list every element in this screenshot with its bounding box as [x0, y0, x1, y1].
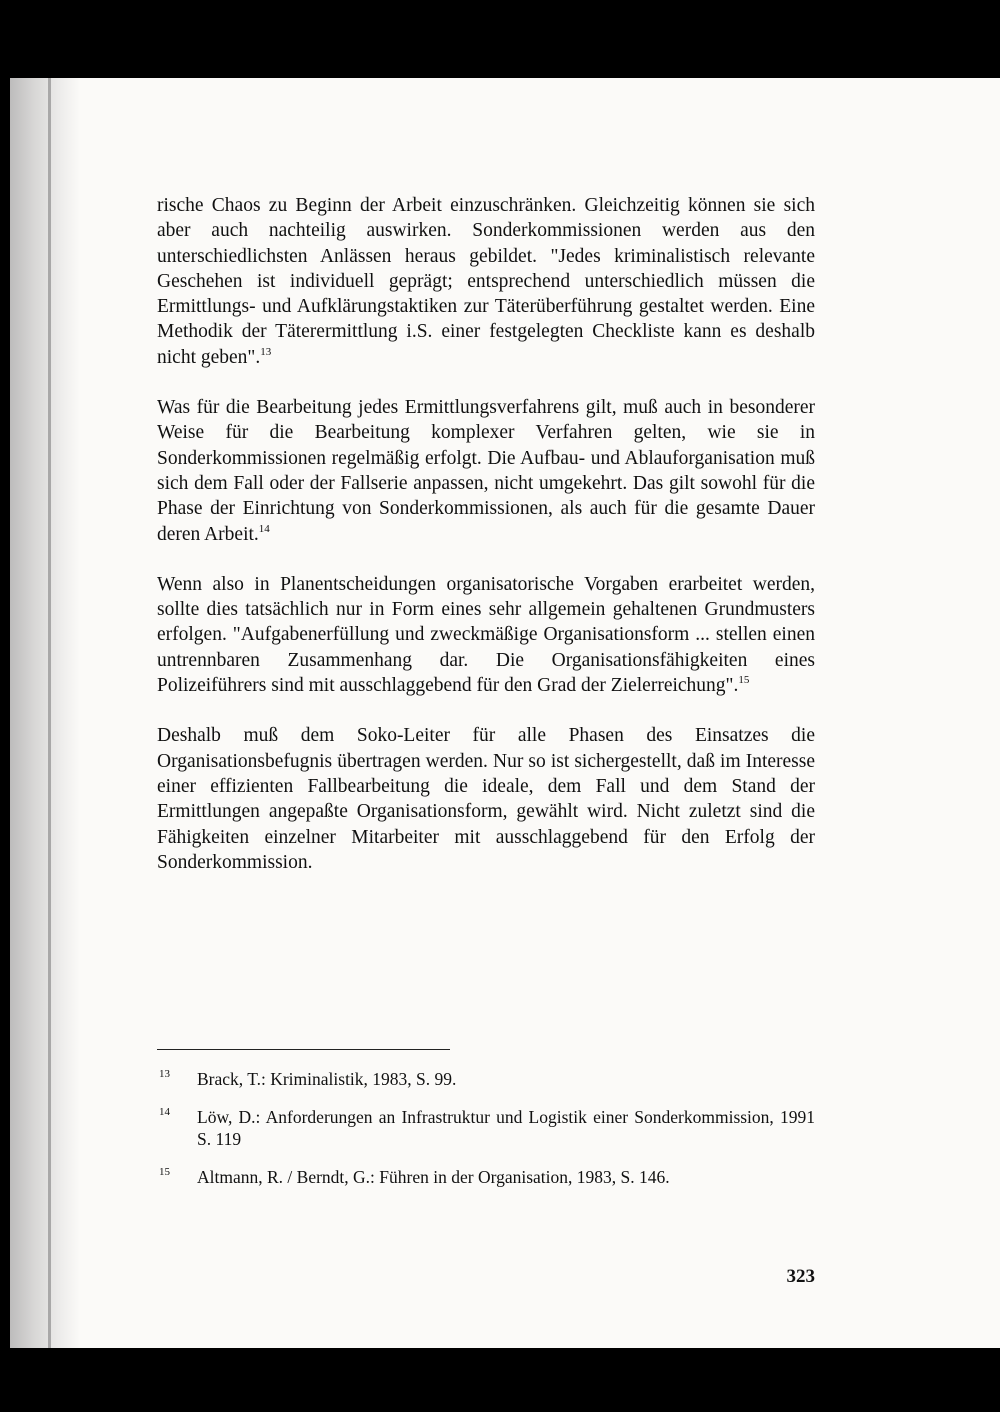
page-number: 323 — [786, 1266, 815, 1287]
footnote-separator — [157, 1049, 450, 1050]
footnote-14 — [157, 1106, 815, 1151]
footnote-ref-13[interactable]: 13 — [260, 345, 272, 358]
body-text — [157, 193, 815, 900]
paragraph-2: Was für die Bearbeitung jedes Ermittlungsverfahrens gilt, muß auch in besonderer Weise für die Bearbeitung komplexer Verfahren gelten, wie sie in Sonderkommissionen regelmäßig erfolgt. Die Aufbau- und Ablauforganisation muß sich dem Fall oder der Fallserie anpassen, nicht umgekehrt. Das gilt sowohl für die Phase der Einrichtung von Sonderkommissionen, als auch für die gesamte Dauer deren Arbeit.$^{14}$ — [157, 397, 815, 545]
footnote-number: 15 — [159, 1165, 170, 1178]
footnote-ref-14[interactable]: 14 — [258, 522, 270, 535]
footnote-text: Löw, D.: Anforderungen an Infrastruktur und Logistik einer Sonderkommission, 1991 S. 119 — [197, 1106, 815, 1149]
footnote-text: Altmann, R. / Berndt, G.: Führen in der Organisation, 1983, S. 146. — [197, 1166, 670, 1187]
footnote-15 — [157, 1166, 815, 1189]
page-gutter-shadow — [10, 78, 80, 1348]
footnotes — [157, 1068, 815, 1203]
footnote-ref-15[interactable]: 15 — [738, 674, 750, 687]
paragraph-3: Wenn also in Planentscheidungen organisatorische Vorgaben erarbeitet werden, sollte dies tatsächlich nur in Form eines sehr allgemein gehaltenen Grundmusters erfolgen. "Aufgabenerfüllung und zweckmäßige Organisationsform ... stellen einen untrennbaren Zusammenhang dar. Die Organisationsfähigkeiten eines Polizeiführers sind mit ausschlaggebend für den Grad der Zielerreichung".$^{15}$ — [157, 573, 815, 697]
footnote-13 — [157, 1068, 815, 1091]
footnote-text: Brack, T.: Kriminalistik, 1983, S. 99. — [197, 1069, 457, 1089]
paragraph-4: Deshalb muß dem Soko-Leiter für alle Phasen des Einsatzes die Organisationsbefugnis übertragen werden. Nur so ist sichergestellt, daß im Interesse einer effizienten Fallbearbeitung die ideale, dem Fall und dem Stand der Ermittlungen angepaßte Organisationsform, gewählt wird. Nicht zuletzt sind die Fähigkeiten einzelner Mitarbeiter mit ausschlaggebend für den Erfolg der Sonderkommission. — [157, 725, 815, 873]
footnote-number: 13 — [159, 1068, 170, 1080]
book-page — [10, 78, 1000, 1348]
paragraph-1: rische Chaos zu Beginn der Arbeit einzuschränken. Gleichzeitig können sie sich aber auch nachteilig auswirken. Sonderkommissionen werden aus den unterschiedlichsten Anlässen heraus gebildet. "Jedes kriminalistisch relevante Geschehen ist individuell geprägt; entsprechend unterschiedlich müssen die Ermittlungs- und Aufklärungstaktiken zur Täterüberführung gestaltet werden. Eine Methodik der Täterermittlung i.S. einer festgelegten Checkliste kann es deshalb nicht geben".$^{13}$ — [157, 195, 815, 368]
footnote-number: 14 — [159, 1105, 170, 1118]
gutter-fold-line — [48, 78, 51, 1348]
